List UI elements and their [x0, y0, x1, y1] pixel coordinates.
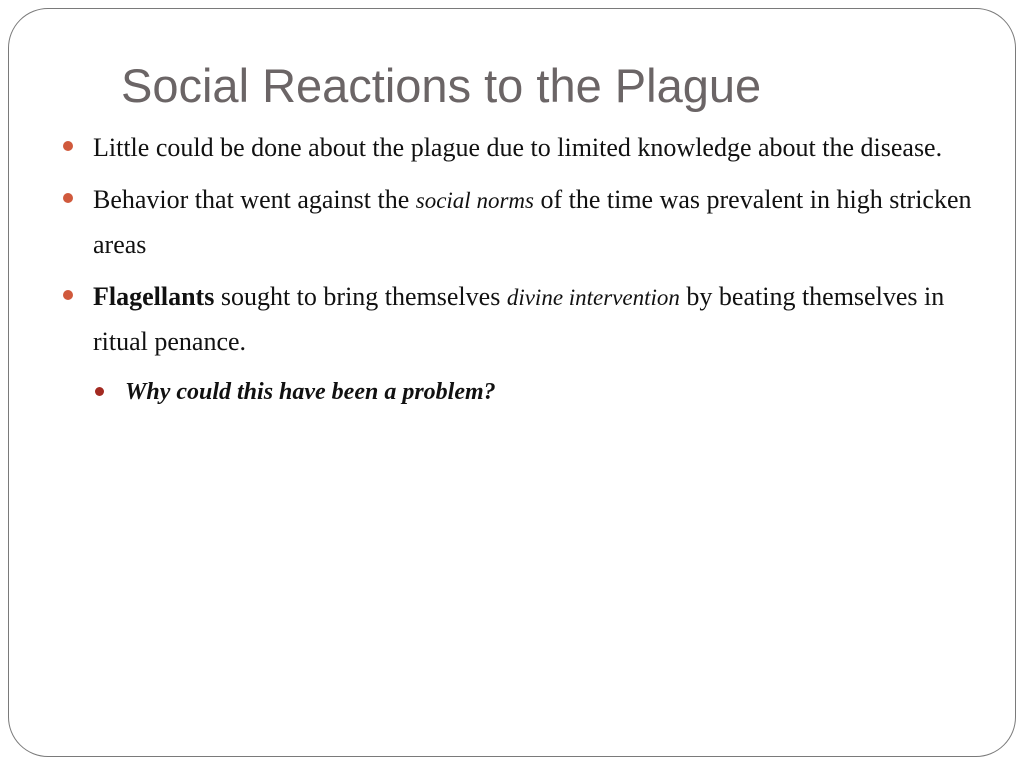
- sub-bullet-item-question: [95, 372, 998, 412]
- bullet-dot-icon: [63, 141, 73, 151]
- bullet-text-bold: Flagellants: [93, 282, 215, 311]
- bullet-text: Little could be done about the plague due to limited knowledge about the disease.: [93, 133, 943, 162]
- slide-frame: [8, 8, 1016, 757]
- sub-bullet-text: Why could this have been a problem?: [125, 379, 496, 405]
- bullet-text-part: by beating themselves in ritual penance.: [93, 282, 945, 356]
- bullet-text-italic: divine intervention: [506, 285, 680, 310]
- bullet-text-part: of the time was prevalent in high stricken areas: [93, 185, 972, 259]
- sub-bullet-dot-icon: [95, 387, 104, 396]
- bullet-list: [63, 126, 998, 412]
- slide-title: Social Reactions to the Plague: [121, 59, 762, 112]
- bullet-text-part: sought to bring themselves: [214, 282, 507, 311]
- bullet-item-limited-knowledge: [63, 126, 998, 170]
- bullet-dot-icon: [63, 290, 73, 300]
- bullet-text-italic: social norms: [415, 188, 534, 213]
- bullet-item-social-norms: [63, 178, 998, 267]
- bullet-text-part: Behavior that went against the: [93, 185, 416, 214]
- bullet-dot-icon: [63, 193, 73, 203]
- bullet-item-flagellants: [63, 275, 998, 364]
